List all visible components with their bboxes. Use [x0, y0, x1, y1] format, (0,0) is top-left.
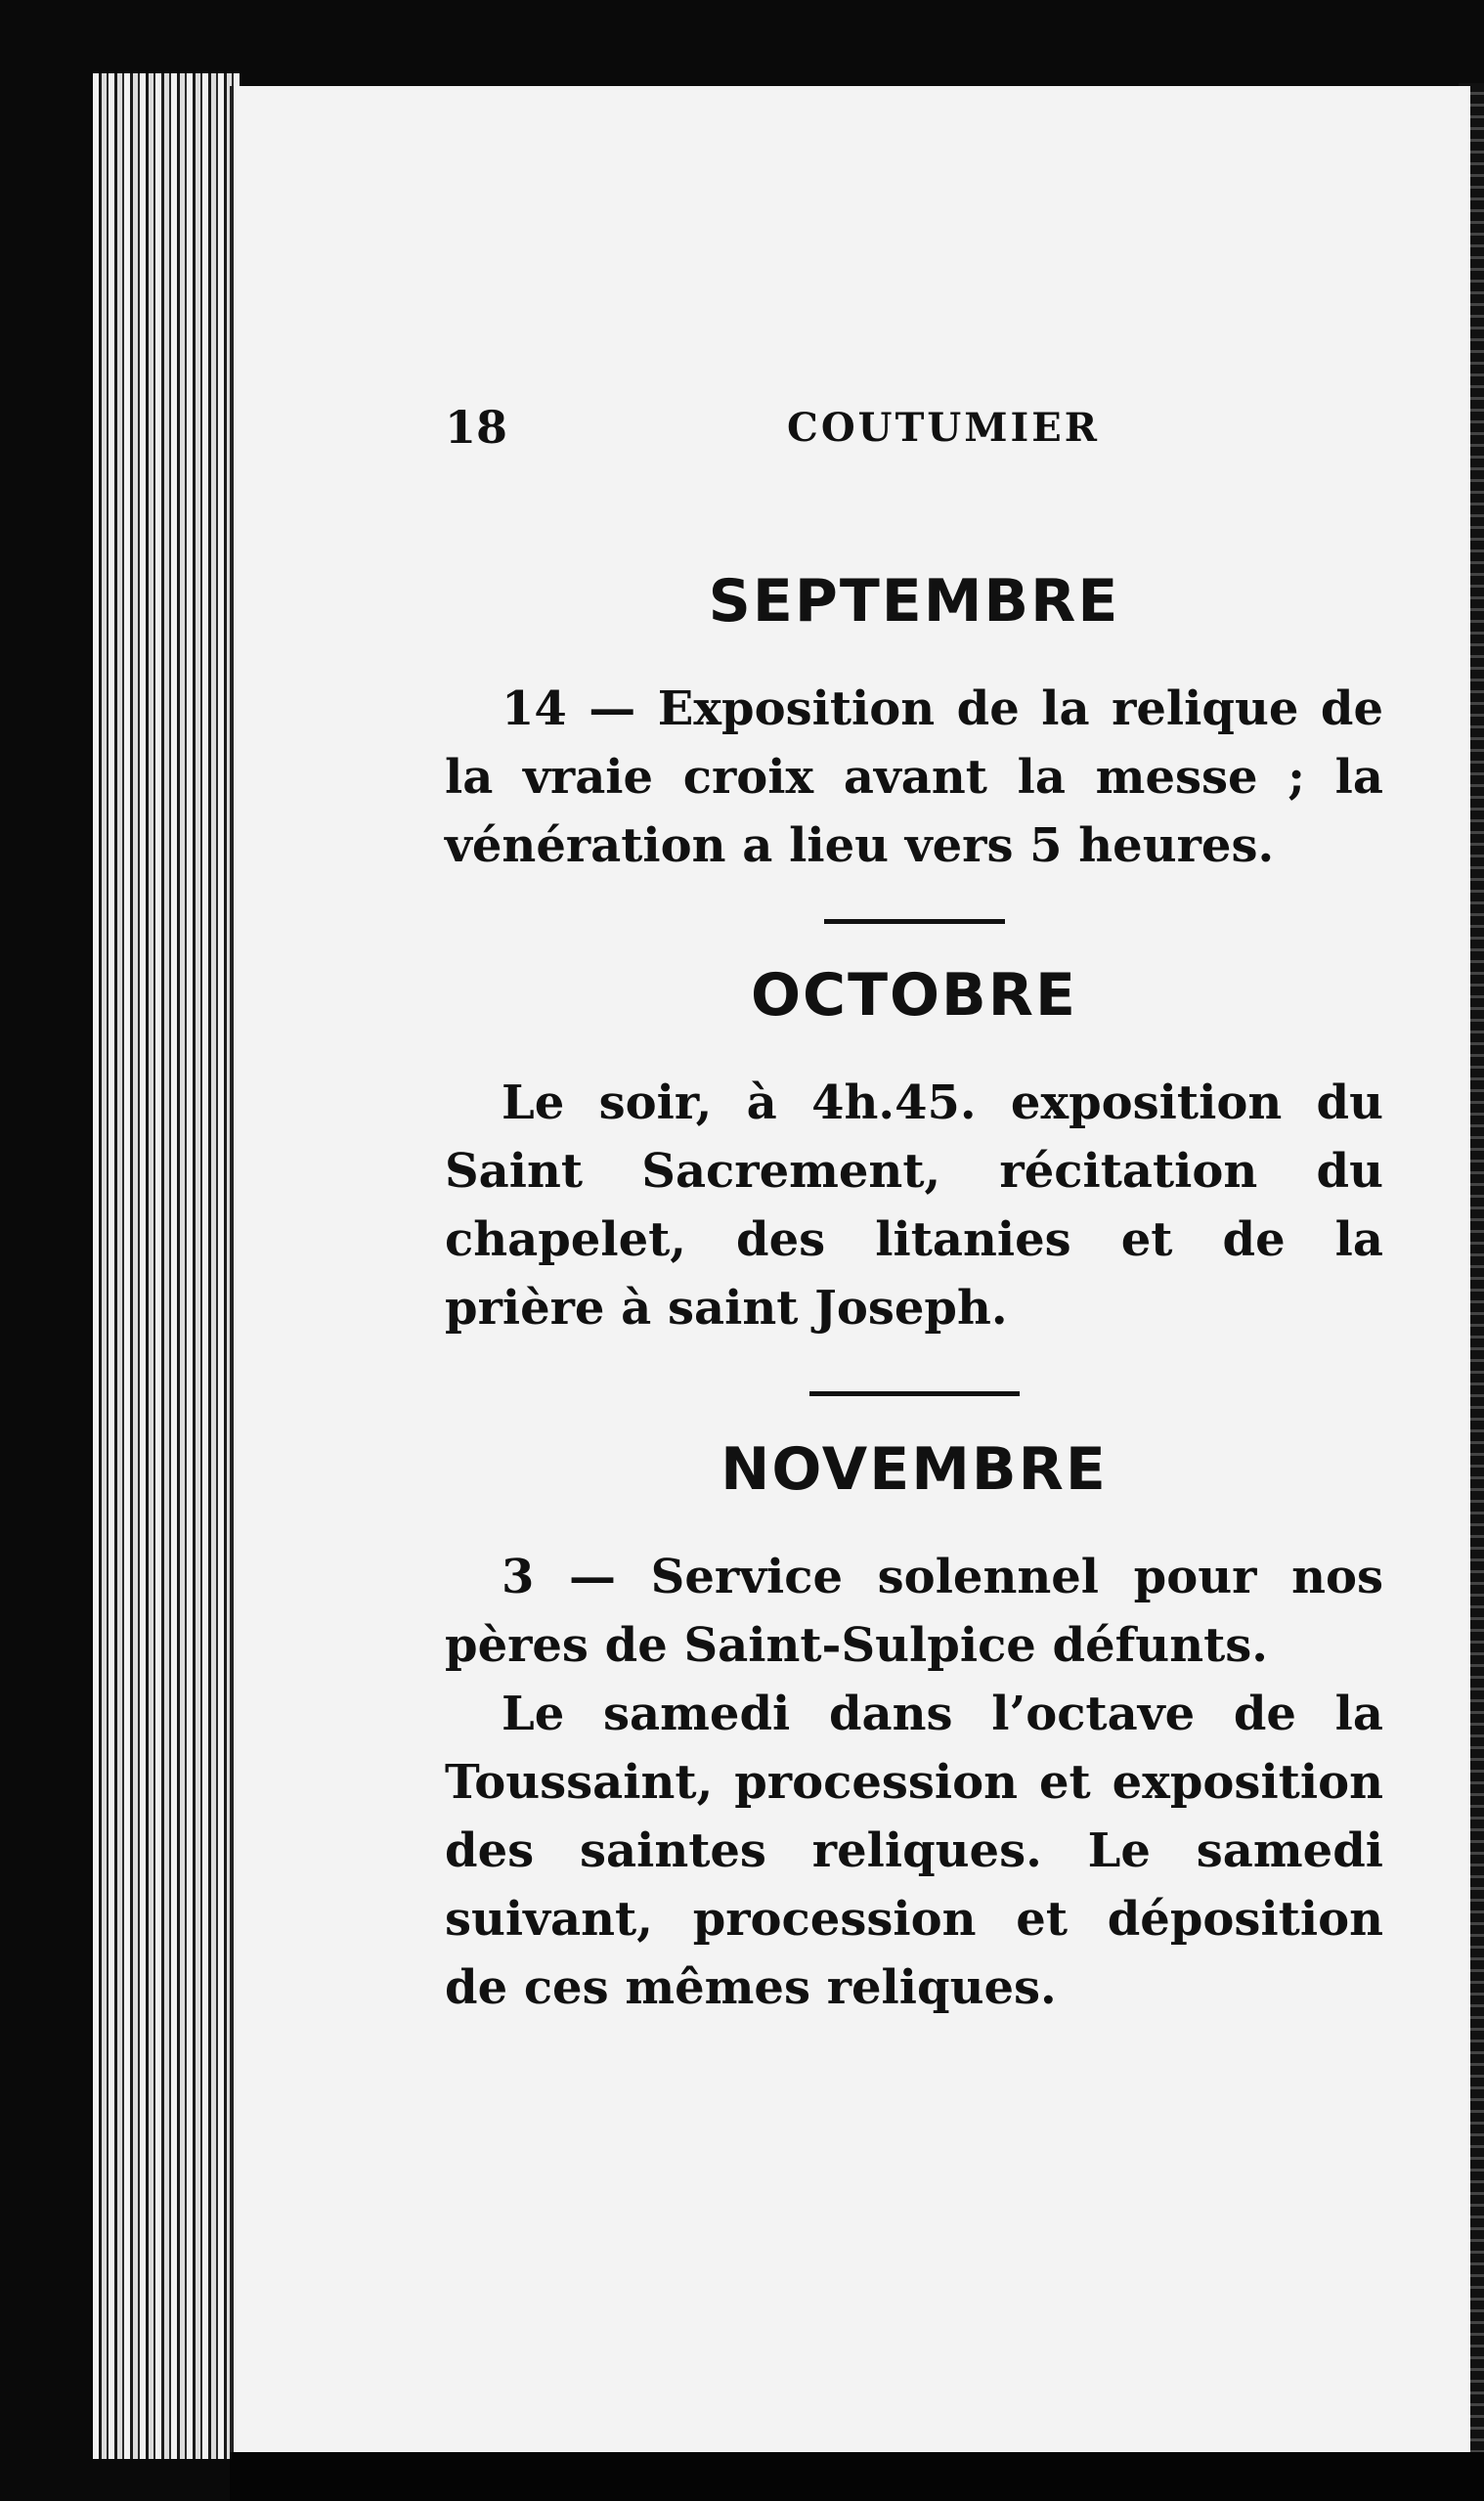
month-heading: NOVEMBRE — [720, 1435, 1108, 1504]
section-novembre — [445, 1435, 1383, 2022]
month-heading: OCTOBRE — [751, 961, 1077, 1030]
section-octobre — [445, 961, 1383, 1342]
month-heading: SEPTEMBRE — [708, 567, 1120, 636]
running-head — [445, 401, 1383, 469]
section-divider — [824, 919, 1005, 924]
paragraph: 14 — Exposition de la relique de la vraie croix avant la messe ; la vénération a lieu vers 5 heures. — [445, 681, 1383, 873]
page-number: 18 — [445, 401, 508, 454]
page-content — [445, 401, 1383, 2022]
section-septembre — [445, 567, 1383, 880]
paragraph: 3 — Service solennel pour nos pères de Saint-Sulpice défunts. — [445, 1550, 1383, 1673]
book-bottom-edge — [230, 2452, 1484, 2501]
paragraph: Le soir, à 4h.45. exposition du Saint Sacrement, récitation du chapelet, des litanies et de la prière à saint Joseph. — [445, 1075, 1383, 1336]
paragraph: Le samedi dans l’octave de la Toussaint, procession et exposition des saintes reliques. Le samedi suivant, procession et déposition de ces mêmes reliques. — [445, 1687, 1383, 2015]
section-divider — [809, 1391, 1020, 1396]
book-page-edges — [93, 73, 240, 2459]
running-title: COUTUMIER — [787, 405, 1100, 451]
